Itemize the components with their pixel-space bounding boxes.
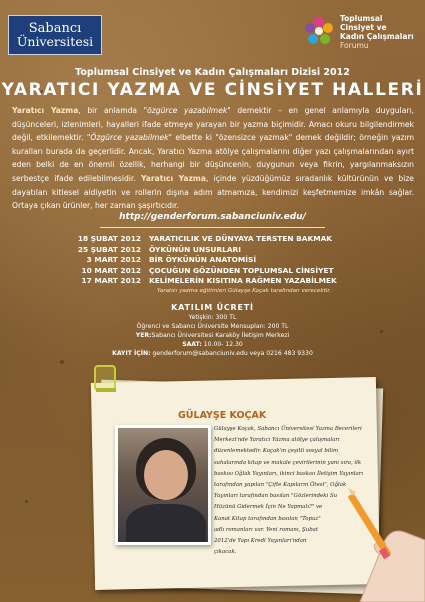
forum-logo-text	[340, 14, 414, 50]
series-title: Toplumsal Cinsiyet ve Kadın Çalışmaları Dizisi 2012	[75, 67, 350, 78]
paperclip-bar	[96, 388, 116, 392]
fee-register-value[interactable]: genderforum@sabanciuniv.edu veya 0216 483 9330	[152, 350, 313, 357]
intro-text: demektir – en genel anlamıyla duyguları, düşünceleri, izlenimleri, hayalleri ifade etmeye yarayan bir yazma biçimidir. Amacı okuru bilgilendirmek değil, etkilemektir.	[12, 106, 414, 143]
forum-logo-sub: Forumu	[340, 41, 369, 50]
intro-italic: "özgürce yazabilmek"	[143, 106, 231, 115]
hand-with-pencil-icon	[330, 470, 425, 602]
schedule-row	[40, 276, 400, 287]
website-link[interactable]: http://genderforum.sabanciuniv.edu/	[119, 212, 306, 222]
intro-text: , içinde yüzdüğümüz sıradanlık kültürünün ve bize dayatılan kitlesel aidiyetin ve rollerin dışına adım atmamıza, kendimizi keşfetmemize imkân sağlar. Ortaya çıkan ürünler, her zaman şaşırtıcıdır.	[12, 173, 414, 211]
divider	[100, 227, 325, 228]
bio-line: 2012'de Yapı Kredi Yayınları'ndan	[214, 538, 307, 545]
schedule-topic: YARATICILIK VE DÜNYAYA TERSTEN BAKMAK	[149, 234, 333, 243]
bio-line: çıkacak.	[214, 549, 237, 556]
schedule-row	[40, 234, 400, 245]
schedule-topic: BİR ÖYKÜNÜN ANATOMİSİ	[149, 255, 257, 265]
bio-line: Merkezi'nde Yaratıcı Yazma atölye çalışmaları	[214, 437, 340, 444]
schedule-topic: KELİMELERİN KISITINA RAĞMEN YAZABİLMEK	[149, 276, 337, 286]
fee-register	[0, 349, 425, 358]
fee-time-value: 10.00- 12.30	[203, 341, 243, 348]
schedule-row	[40, 245, 400, 256]
gender-forum-logo	[302, 12, 420, 56]
logo-line: Üniversitesi	[16, 34, 94, 50]
texture-speck	[25, 500, 28, 503]
photo-face	[144, 450, 188, 500]
photo-body	[126, 504, 206, 545]
intro-text: , bir anlamda	[78, 106, 144, 115]
bio-line: Gülayşe Koçak, Sabancı Üniversitesi Yazma Becerileri	[214, 426, 362, 432]
fee-adult: Yetişkin: 300 TL	[188, 314, 237, 321]
bio-line: Yayınları tarafından basılan "Gözlerindeki Su	[214, 493, 338, 500]
intro-text: elbette ki "özensizce yazmak" demek değildir; örneğin yazım kuralları burada da geçerlidir. Ancak, Yaratıcı Yazma atölye çalışmalarını diğer yazı çalışmalarından ayırt eden belki de en önemli özellik, herhangi bir düşüncenin, duygunun veya fikrin, yargılanmaksızın serbestçe ifade edilebilmesidir.	[12, 133, 415, 183]
texture-speck	[60, 360, 64, 364]
schedule-row	[40, 266, 400, 277]
fee-place-value: Sabancı Üniversitesi Karaköy İletişim Merkezi	[151, 332, 290, 339]
bio-line: Kanat Kitap tarafından basılan "Topuz"	[214, 515, 321, 522]
bio-line: adlı romanları var. Yeni romanı, Şubat	[214, 526, 319, 533]
logo-line: Sabancı	[28, 20, 82, 36]
forum-logo-line: Toplumsal	[340, 14, 383, 23]
schedule-date: 10 MART 2012	[81, 265, 141, 275]
bio-line: baskısı Oğlak Yayınları, ikinci baskısı İletişim Yayınları	[214, 470, 364, 477]
schedule-date: 3 MART 2012	[86, 255, 141, 265]
page-title: YARATICI YAZMA VE CİNSİYET HALLERİ	[1, 80, 424, 100]
schedule-date: 25 ŞUBAT 2012	[77, 244, 141, 254]
intro-bold: Yaratıcı Yazma	[12, 106, 79, 115]
fee-place	[0, 331, 425, 340]
fee-place-label: YER:	[135, 332, 152, 339]
schedule-note: Yaratıcı yazma eğitimleri Gülayşe Koçak tarafından verecektir.	[157, 287, 331, 294]
schedule-topic: ÖYKÜNÜN UNSURLARI	[149, 244, 241, 254]
schedule-date: 18 ŞUBAT 2012	[77, 234, 141, 243]
intro-italic: "Özgürce yazabilmek"	[86, 133, 173, 143]
fee-time	[0, 340, 425, 349]
bio-line: sahalarında kitap ve makale çevirilerinin yanı sıra, ilk	[214, 459, 362, 466]
speaker-photo	[115, 425, 211, 545]
forum-flower-icon	[302, 14, 336, 48]
bio-line: Hüzünü Gidermek İçin Ne Yapmalı?" ve	[214, 504, 323, 511]
intro-bold: Yaratıcı Yazma	[140, 173, 206, 183]
sabanci-university-logo	[8, 15, 102, 55]
forum-logo-line: Kadın Çalışmaları	[340, 32, 414, 41]
fee-student: Öğrenci ve Sabancı Üniversite Mensupları: 200 TL	[136, 323, 289, 330]
schedule-date: 17 MART 2012	[81, 276, 141, 286]
schedule-topic: ÇOCUĞUN GÖZÜNDEN TOPLUMSAL CİNSİYET	[149, 265, 334, 275]
bio-line: tarafından yapılan "Çifte Kapıların Ötesi", Oğlak	[214, 482, 347, 489]
fee-register-label: KAYIT İÇİN:	[112, 350, 151, 357]
speaker-name: GÜLAYŞE KOÇAK	[178, 410, 267, 421]
schedule-list	[40, 234, 400, 296]
intro-paragraph	[12, 104, 414, 213]
forum-logo-line: Cinsiyet ve	[340, 23, 387, 32]
fee-time-label: SAAT:	[182, 341, 202, 348]
fee-heading: KATILIM ÜCRETİ	[171, 303, 254, 312]
fee-info	[0, 302, 425, 358]
schedule-row	[40, 255, 400, 266]
bio-line: düzenlemektedir. Koçak'ın çeşitli sosyal bilim	[214, 448, 339, 455]
